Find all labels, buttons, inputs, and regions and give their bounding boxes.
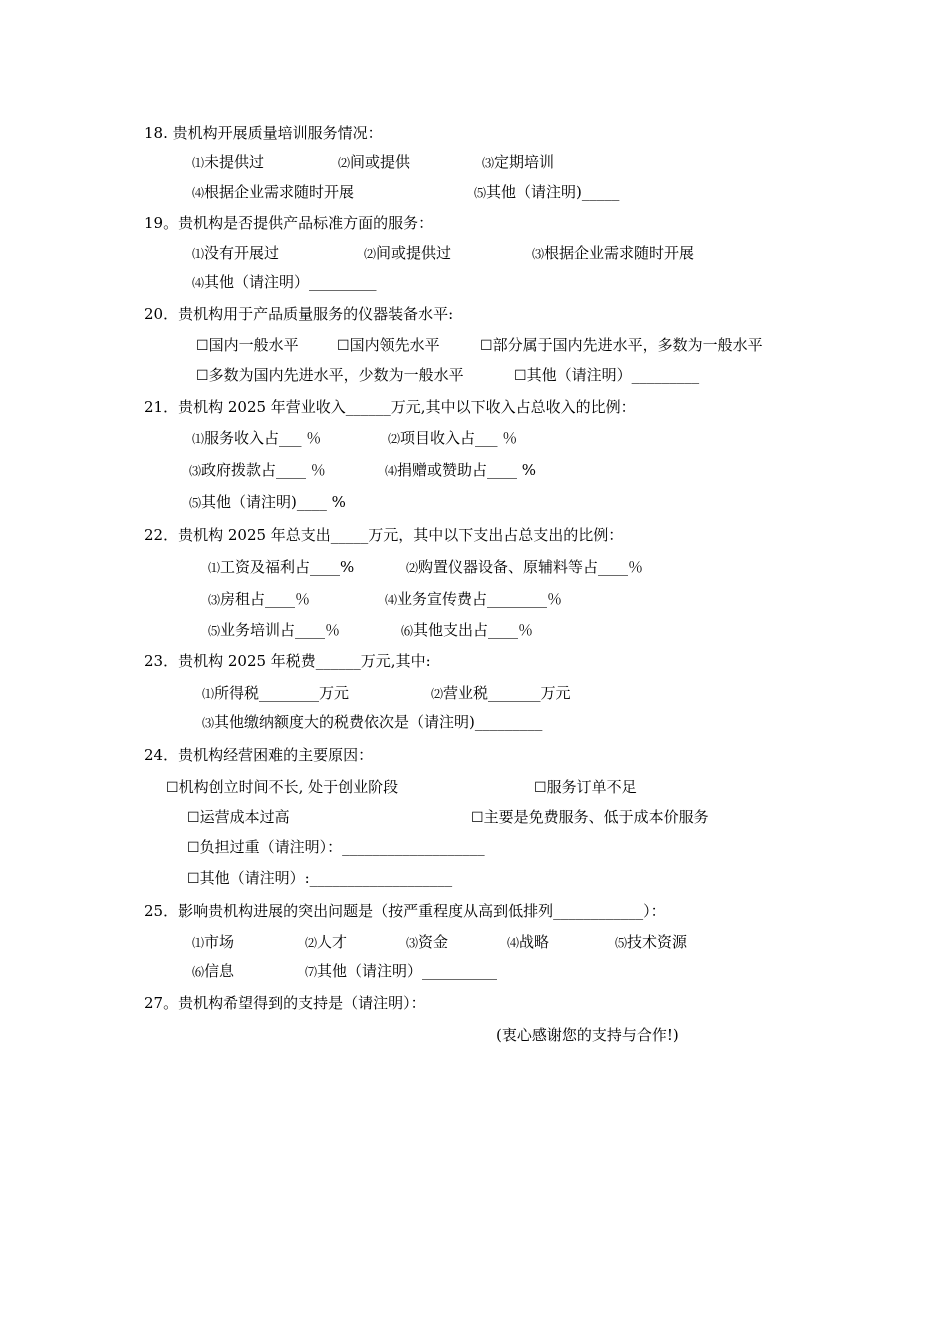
checkbox-icon[interactable]: ☐ bbox=[187, 871, 200, 887]
option-number: ⑴ bbox=[192, 432, 205, 446]
option-number: ⑷ bbox=[507, 936, 520, 950]
q22-option-3[interactable] bbox=[208, 590, 310, 609]
option-label: 工资及福利占____% bbox=[220, 558, 355, 576]
option-label: 国内一般水平 bbox=[208, 336, 299, 354]
q23-option-1[interactable] bbox=[202, 684, 349, 703]
q21-option-2[interactable] bbox=[388, 429, 517, 448]
option-label: 政府拨款占____ ％ bbox=[201, 461, 326, 479]
option-label: 负担过重（请注明）：___________________ bbox=[199, 838, 485, 856]
q18-title: 18. 贵机构开展质量培训服务情况： bbox=[144, 124, 383, 142]
option-label: 运营成本过高 bbox=[199, 808, 290, 826]
option-number: ⑵ bbox=[406, 561, 419, 575]
checkbox-icon[interactable]: ☐ bbox=[337, 338, 350, 354]
checkbox-icon[interactable]: ☐ bbox=[187, 810, 200, 826]
option-number: ⑶ bbox=[189, 464, 202, 478]
option-label: 其他支出占____％ bbox=[413, 621, 534, 639]
q20-option-3[interactable] bbox=[480, 336, 763, 355]
option-label: 服务收入占___ ％ bbox=[204, 429, 322, 447]
option-number: ⑷ bbox=[192, 186, 205, 200]
option-number: ⑸ bbox=[189, 496, 202, 510]
option-number: ⑺ bbox=[305, 965, 318, 979]
option-number: ⑷ bbox=[385, 593, 398, 607]
option-number: ⑶ bbox=[532, 247, 545, 261]
q19-option-2[interactable] bbox=[364, 244, 451, 263]
option-label: 根据企业需求随时开展 bbox=[544, 244, 695, 262]
option-label: 捐赠或赞助占____ % bbox=[397, 461, 537, 479]
option-label: 间或提供 bbox=[350, 153, 411, 171]
option-number: ⑵ bbox=[364, 247, 377, 261]
q25-option-5[interactable] bbox=[615, 933, 687, 952]
option-label: 服务订单不足 bbox=[546, 778, 637, 796]
option-label: 没有开展过 bbox=[204, 244, 280, 262]
q24-option-2[interactable] bbox=[534, 778, 637, 797]
q22-title: 22．贵机构 2025 年总支出_____万元，其中以下支出占总支出的比例： bbox=[144, 526, 624, 544]
q23-title: 23．贵机构 2025 年税费______万元,其中: bbox=[144, 652, 431, 670]
option-label: 未提供过 bbox=[204, 153, 265, 171]
q24-title: 24．贵机构经营困难的主要原因： bbox=[144, 746, 374, 764]
option-label: 根据企业需求随时开展 bbox=[204, 183, 355, 201]
option-label: 其他（请注明）_________ bbox=[526, 366, 700, 384]
option-number: ⑴ bbox=[192, 156, 205, 170]
option-number: ⑸ bbox=[208, 624, 221, 638]
option-number: ⑵ bbox=[305, 936, 318, 950]
option-number: ⑶ bbox=[482, 156, 495, 170]
q18-option-5[interactable] bbox=[474, 183, 619, 202]
checkbox-icon[interactable]: ☐ bbox=[471, 810, 484, 826]
q18-option-4[interactable] bbox=[192, 183, 354, 202]
q21-option-4[interactable] bbox=[385, 461, 536, 480]
q24-option-3[interactable] bbox=[187, 808, 290, 827]
q25-option-2[interactable] bbox=[305, 933, 347, 952]
q24-option-6[interactable] bbox=[187, 869, 452, 888]
q27-title: 27。贵机构希望得到的支持是（请注明）： bbox=[144, 994, 426, 1012]
option-label: 机构创立时间不长, 处于创业阶段 bbox=[178, 778, 399, 796]
option-number: ⑵ bbox=[338, 156, 351, 170]
option-label: 定期培训 bbox=[494, 153, 555, 171]
checkbox-icon[interactable]: ☐ bbox=[534, 780, 547, 796]
option-label: 国内领先水平 bbox=[349, 336, 440, 354]
option-label: 部分属于国内先进水平，多数为一般水平 bbox=[492, 336, 763, 354]
q21-option-1[interactable] bbox=[192, 429, 321, 448]
option-number: ⑷ bbox=[385, 464, 398, 478]
q25-option-7[interactable] bbox=[305, 962, 497, 981]
option-number: ⑹ bbox=[401, 624, 414, 638]
q21-option-5[interactable] bbox=[189, 493, 346, 512]
q20-option-2[interactable] bbox=[337, 336, 440, 355]
q21-option-3[interactable] bbox=[189, 461, 326, 480]
q19-option-4[interactable] bbox=[192, 273, 377, 292]
q21-title: 21．贵机构 2025 年营业收入______万元,其中以下收入占总收入的比例： bbox=[144, 398, 636, 416]
option-label: 业务培训占____％ bbox=[220, 621, 341, 639]
option-number: ⑵ bbox=[388, 432, 401, 446]
q20-option-5[interactable] bbox=[514, 366, 699, 385]
q22-option-1[interactable] bbox=[208, 558, 354, 577]
q24-option-5[interactable] bbox=[187, 838, 485, 857]
option-label: 项目收入占___ ％ bbox=[400, 429, 518, 447]
option-label: 市场 bbox=[204, 933, 235, 951]
q22-option-4[interactable] bbox=[385, 590, 562, 609]
option-label: 其他（请注明）:___________________ bbox=[199, 869, 453, 887]
q22-option-2[interactable] bbox=[406, 558, 643, 577]
option-label: 技术资源 bbox=[627, 933, 688, 951]
q24-option-1[interactable] bbox=[166, 778, 398, 797]
option-number: ⑴ bbox=[192, 247, 205, 261]
option-label: 所得税________万元 bbox=[214, 684, 350, 702]
q18-option-2[interactable] bbox=[338, 153, 410, 172]
option-label: 人才 bbox=[317, 933, 348, 951]
checkbox-icon[interactable]: ☐ bbox=[196, 368, 209, 384]
q24-option-4[interactable] bbox=[471, 808, 709, 827]
q18-option-3[interactable] bbox=[482, 153, 554, 172]
option-number: ⑹ bbox=[192, 965, 205, 979]
q25-option-3[interactable] bbox=[406, 933, 448, 952]
q25-option-6[interactable] bbox=[192, 962, 234, 981]
option-label: 营业税_______万元 bbox=[443, 684, 571, 702]
option-number: ⑵ bbox=[431, 687, 444, 701]
option-number: ⑴ bbox=[208, 561, 221, 575]
option-label: 其他（请注明）__________ bbox=[317, 962, 498, 980]
option-number: ⑸ bbox=[474, 186, 487, 200]
option-label: 其他（请注明)_____ bbox=[486, 183, 620, 201]
option-number: ⑴ bbox=[202, 687, 215, 701]
option-number: ⑴ bbox=[192, 936, 205, 950]
option-number: ⑶ bbox=[202, 716, 215, 730]
q25-option-1[interactable] bbox=[192, 933, 234, 952]
checkbox-icon[interactable]: ☐ bbox=[514, 368, 527, 384]
q22-option-6[interactable] bbox=[401, 621, 533, 640]
option-label: 购置仪器设备、原辅料等占____％ bbox=[418, 558, 644, 576]
q23-option-2[interactable] bbox=[431, 684, 571, 703]
q25-option-4[interactable] bbox=[507, 933, 549, 952]
checkbox-icon[interactable]: ☐ bbox=[166, 780, 179, 796]
option-label: 资金 bbox=[418, 933, 449, 951]
option-number: ⑷ bbox=[192, 276, 205, 290]
option-number: ⑸ bbox=[615, 936, 628, 950]
option-label: 信息 bbox=[204, 962, 235, 980]
option-label: 其他（请注明）_________ bbox=[204, 273, 377, 291]
option-number: ⑶ bbox=[208, 593, 221, 607]
option-label: 主要是免费服务、低于成本价服务 bbox=[483, 808, 709, 826]
q20-option-4[interactable] bbox=[196, 366, 464, 385]
q19-option-3[interactable] bbox=[532, 244, 694, 263]
closing-note: (衷心感谢您的支持与合作!) bbox=[496, 1026, 679, 1044]
option-label: 多数为国内先进水平，少数为一般水平 bbox=[208, 366, 464, 384]
option-label: 间或提供过 bbox=[376, 244, 452, 262]
option-label: 业务宣传费占________％ bbox=[397, 590, 563, 608]
checkbox-icon[interactable]: ☐ bbox=[196, 338, 209, 354]
q19-option-1[interactable] bbox=[192, 244, 279, 263]
q18-option-1[interactable] bbox=[192, 153, 264, 172]
q23-option-3[interactable] bbox=[202, 713, 542, 732]
option-label: 其他（请注明)____ % bbox=[201, 493, 346, 511]
q19-title: 19。贵机构是否提供产品标准方面的服务： bbox=[144, 214, 434, 232]
checkbox-icon[interactable]: ☐ bbox=[187, 840, 200, 856]
option-label: 其他缴纳额度大的税费依次是（请注明)_________ bbox=[214, 713, 543, 731]
q22-option-5[interactable] bbox=[208, 621, 340, 640]
q25-title: 25．影响贵机构进展的突出问题是（按严重程度从高到低排列____________）： bbox=[144, 902, 666, 920]
checkbox-icon[interactable]: ☐ bbox=[480, 338, 493, 354]
option-label: 房租占____％ bbox=[220, 590, 311, 608]
option-number: ⑶ bbox=[406, 936, 419, 950]
q20-option-1[interactable] bbox=[196, 336, 299, 355]
option-label: 战略 bbox=[519, 933, 550, 951]
q20-title: 20．贵机构用于产品质量服务的仪器装备水平: bbox=[144, 305, 454, 323]
